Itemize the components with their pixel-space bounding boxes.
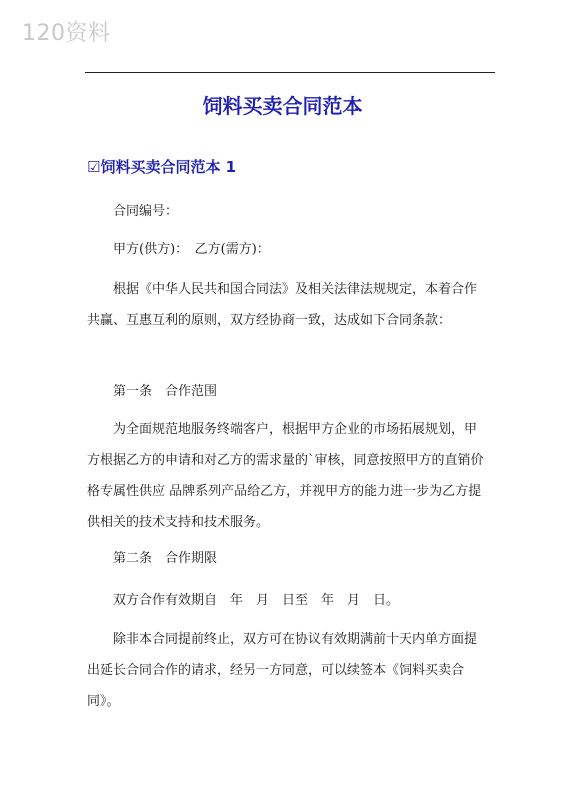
top-divider	[85, 72, 495, 73]
document-title: 饲料买卖合同范本	[202, 94, 363, 118]
article-two-renewal: 除非本合同提前终止，双方可在协议有效期满前十天内单方面提出延长合同合作的请求，经另一方同意，可以续签本《饲料买卖合同》。	[87, 632, 478, 709]
article-two-heading: 第二条 合作期限	[113, 551, 218, 566]
parties-paragraph: 甲方(供方)： 乙方(需方)：	[113, 242, 270, 257]
watermark: 120资料	[22, 21, 111, 46]
article-two-term: 双方合作有效期自 年 月 日至 年 月 日。	[113, 593, 400, 608]
article-one-heading: 第一条 合作范围	[113, 384, 218, 399]
section-heading: ☑饲料买卖合同范本 1	[87, 158, 237, 176]
contract-number-paragraph: 合同编号：	[113, 204, 179, 219]
preamble-paragraph: 根据《中华人民共和国合同法》及相关法律法规规定，本着合作共赢、互惠互利的原则，双方经协商一致，达成如下合同条款：	[87, 282, 478, 328]
article-one-body: 为全面规范地服务终端客户，根据甲方企业的市场拓展规划，甲方根据乙方的申请和对乙方的需求量的`审核，同意按照甲方的直销价格专属性供应 品牌系列产品给乙方，并视甲方的能力进一步为乙方提供相关的技术支持和技术服务。	[87, 422, 484, 530]
